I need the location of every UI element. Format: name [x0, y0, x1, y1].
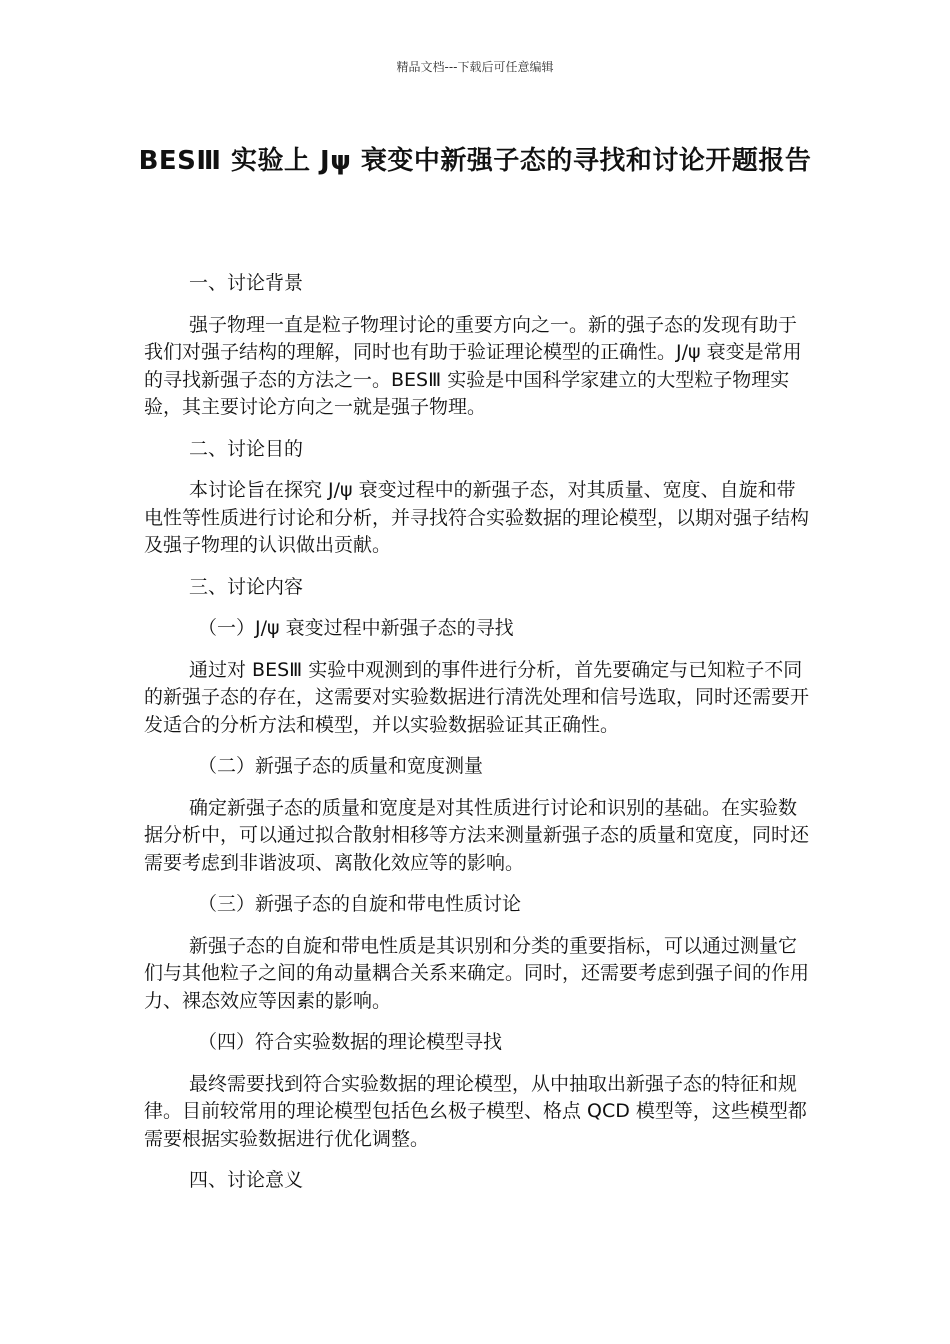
paragraph-purpose: 本讨论旨在探究 J/ψ 衰变过程中的新强子态，对其质量、宽度、自旋和带电性等性质进行讨论和分析，并寻找符合实验数据的理论模型，以期对强子结构及强子物理的认识做出贡献。 [144, 479, 810, 556]
paragraph-mass-width: 确定新强子态的质量和宽度是对其性质进行讨论和识别的基础。在实验数据分析中，可以通过拟合散射相移等方法来测量新强子态的质量和宽度，同时还需要考虑到非谐波项、离散化效应等的影响。 [144, 796, 810, 874]
subheading-theory-model: （四）符合实验数据的理论模型寻找 [198, 1031, 503, 1053]
document-title: BESⅢ 实验上 Jψ 衰变中新强子态的寻找和讨论开题报告 [138, 146, 812, 176]
document-body [144, 270, 812, 1209]
section-heading-content: 三、讨论内容 [189, 575, 304, 598]
subheading-search: （一）J/ψ 衰变过程中新强子态的寻找 [198, 617, 514, 639]
header-note: 精品文档---下载后可任意编辑 [396, 60, 554, 74]
paragraph-theory-model: 最终需要找到符合实验数据的理论模型，从中抽取出新强子态的特征和规律。目前较常用的理论模型包括色幺极子模型、格点 QCD 模型等，这些模型都需要根据实验数据进行优化调整。 [144, 1072, 807, 1150]
section-heading-background: 一、讨论背景 [189, 272, 304, 294]
section-heading-significance: 四、讨论意义 [189, 1169, 304, 1191]
paragraph-search: 通过对 BESⅢ 实验中观测到的事件进行分析，首先要确定与已知粒子不同的新强子态的存在，这需要对实验数据进行清洗处理和信号选取，同时还需要开发适合的分析方法和模型，并以实验数据验证其正确性。 [144, 658, 810, 736]
section-heading-purpose: 二、讨论目的 [189, 437, 304, 460]
subheading-mass-width: （二）新强子态的质量和宽度测量 [198, 755, 484, 777]
paragraph-spin-charge: 新强子态的自旋和带电性质是其识别和分类的重要指标，可以通过测量它们与其他粒子之间的角动量耦合关系来确定。同时，还需要考虑到强子间的作用力、裸态效应等因素的影响。 [144, 934, 810, 1012]
paragraph-background: 强子物理一直是粒子物理讨论的重要方向之一。新的强子态的发现有助于我们对强子结构的理解，同时也有助于验证理论模型的正确性。J/ψ 衰变是常用的寻找新强子态的方法之一。BESⅢ 实验是中国科学家建立的大型粒子物理实验，其主要讨论方向之一就是强子物理。 [144, 313, 802, 418]
subheading-spin-charge: （三）新强子态的自旋和带电性质讨论 [198, 893, 522, 915]
